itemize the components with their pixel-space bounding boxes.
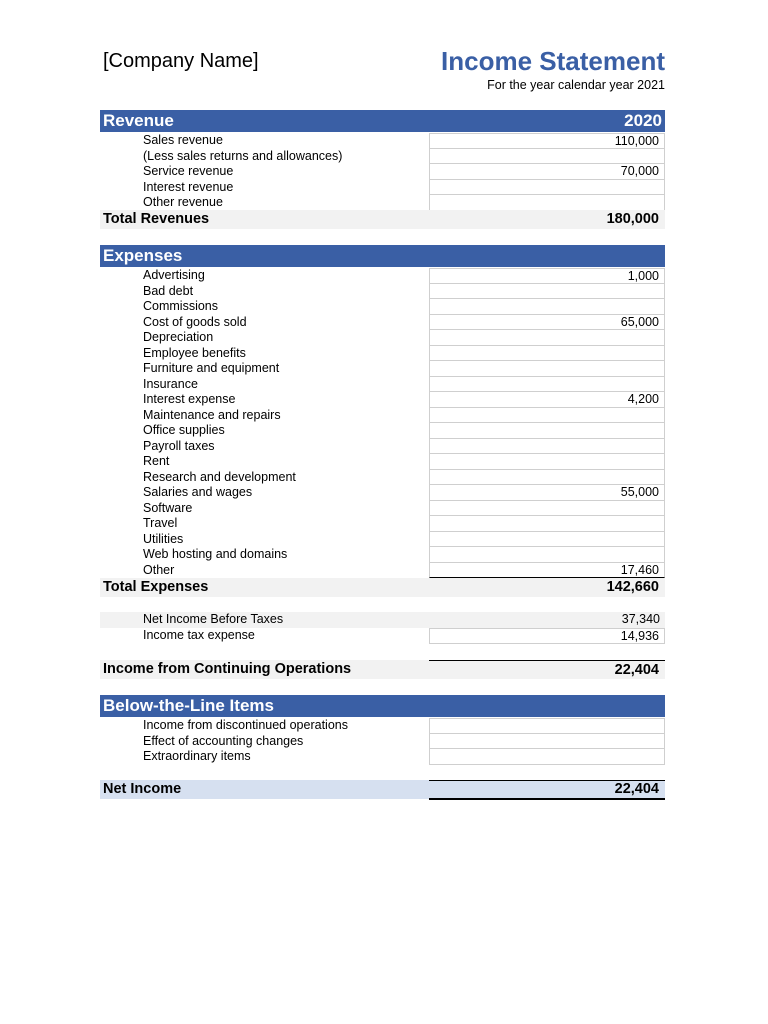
line-item-value-cell[interactable] <box>429 195 665 211</box>
line-item-row <box>100 749 665 765</box>
revenue-section-header <box>100 110 665 132</box>
net-income-row <box>100 780 665 799</box>
line-item-value-cell[interactable] <box>429 749 665 765</box>
line-item-label: Insurance <box>143 376 198 391</box>
continuing-operations-value: 22,404 <box>429 660 665 679</box>
revenue-heading: Revenue <box>103 111 174 130</box>
line-item-label: Cost of goods sold <box>143 314 247 329</box>
line-item-label: Salaries and wages <box>143 485 253 499</box>
line-item-row <box>100 268 665 284</box>
net-before-taxes-label: Net Income Before Taxes <box>143 612 284 626</box>
line-item-label: Employee benefits <box>143 345 246 360</box>
line-item-row <box>100 485 665 501</box>
net-income-value: 22,404 <box>429 780 665 800</box>
line-item-row <box>100 547 665 563</box>
line-item-value-cell[interactable]: 70,000 <box>429 164 665 180</box>
continuing-operations-label: Income from Continuing Operations <box>103 661 352 677</box>
line-item-value-cell[interactable] <box>429 516 665 532</box>
total-revenues-label: Total Revenues <box>103 211 210 227</box>
net-before-taxes-row <box>100 612 665 628</box>
line-item-label: Commissions <box>143 299 219 313</box>
line-item-label: Extraordinary items <box>143 749 251 763</box>
line-item-row <box>100 361 665 377</box>
year-heading[interactable]: 2020 <box>624 111 662 130</box>
line-item-row <box>100 299 665 315</box>
line-item-row <box>100 516 665 532</box>
line-item-value-cell[interactable] <box>429 180 665 196</box>
line-item-row <box>100 330 665 346</box>
total-expenses-row <box>100 578 665 597</box>
line-item-row <box>100 195 665 211</box>
line-item-label: Maintenance and repairs <box>143 407 281 422</box>
line-item-row <box>100 470 665 486</box>
line-item-label: Software <box>143 500 193 515</box>
line-item-row <box>100 718 665 734</box>
line-item-label: Furniture and equipment <box>143 361 280 375</box>
line-item-value-cell[interactable] <box>429 501 665 517</box>
total-expenses-value: 142,660 <box>606 579 659 595</box>
line-item-label: Research and development <box>143 469 296 484</box>
line-item-value-cell[interactable] <box>429 454 665 470</box>
line-item-value-cell[interactable] <box>429 284 665 300</box>
line-item-label: Utilities <box>143 531 184 546</box>
line-item-value-cell[interactable] <box>429 361 665 377</box>
line-item-value-cell[interactable]: 17,460 <box>429 563 665 579</box>
line-item-row <box>100 315 665 331</box>
expenses-section-header <box>100 245 665 267</box>
line-item-label: Rent <box>143 454 170 468</box>
line-item-label: Effect of accounting changes <box>143 733 304 748</box>
line-item-row <box>100 408 665 424</box>
line-item-label: Interest expense <box>143 392 236 406</box>
line-item-row <box>100 149 665 165</box>
line-item-value-cell[interactable]: 1,000 <box>429 268 665 284</box>
line-item-label: Other <box>143 562 175 577</box>
line-item-row <box>100 284 665 300</box>
total-revenues-row <box>100 210 665 229</box>
line-item-label: Office supplies <box>143 423 225 437</box>
total-expenses-label: Total Expenses <box>103 579 209 595</box>
income-tax-value[interactable]: 14,936 <box>429 628 665 644</box>
line-item-value-cell[interactable] <box>429 299 665 315</box>
line-item-row <box>100 423 665 439</box>
line-item-row <box>100 501 665 517</box>
line-item-label: Advertising <box>143 268 205 282</box>
line-item-value-cell[interactable] <box>429 377 665 393</box>
line-item-row <box>100 346 665 362</box>
company-name[interactable]: [Company Name] <box>103 50 259 72</box>
line-item-value-cell[interactable]: 110,000 <box>429 133 665 149</box>
net-income-label: Net Income <box>103 781 182 797</box>
line-item-label: Payroll taxes <box>143 438 215 453</box>
line-item-value-cell[interactable]: 4,200 <box>429 392 665 408</box>
line-item-label: Depreciation <box>143 330 214 344</box>
line-item-value-cell[interactable] <box>429 439 665 455</box>
line-item-value-cell[interactable] <box>429 330 665 346</box>
income-tax-row <box>100 628 665 644</box>
line-item-row <box>100 180 665 196</box>
line-item-label: Sales revenue <box>143 133 223 147</box>
line-item-value-cell[interactable] <box>429 149 665 165</box>
line-item-row <box>100 439 665 455</box>
line-item-value-cell[interactable] <box>429 408 665 424</box>
below-line-heading: Below-the-Line Items <box>103 696 274 715</box>
line-item-label: Interest revenue <box>143 179 234 194</box>
line-item-label: Travel <box>143 516 178 530</box>
line-item-row <box>100 392 665 408</box>
line-item-value-cell[interactable] <box>429 532 665 548</box>
below-line-section-header <box>100 695 665 717</box>
total-revenues-value: 180,000 <box>606 211 659 227</box>
line-item-label: (Less sales returns and allowances) <box>143 148 343 163</box>
line-item-label: Income from discontinued operations <box>143 718 348 732</box>
page-title: Income Statement <box>441 46 665 76</box>
continuing-operations-row <box>100 660 665 679</box>
line-item-label: Other revenue <box>143 195 223 209</box>
line-item-value-cell[interactable] <box>429 470 665 486</box>
line-item-value-cell[interactable] <box>429 718 665 734</box>
line-item-value-cell[interactable] <box>429 734 665 750</box>
line-item-row <box>100 377 665 393</box>
line-item-label: Service revenue <box>143 164 234 178</box>
income-tax-label: Income tax expense <box>143 628 255 642</box>
line-item-row <box>100 532 665 548</box>
line-item-row <box>100 734 665 750</box>
page-subtitle: For the year calendar year 2021 <box>487 78 665 92</box>
net-before-taxes-value: 37,340 <box>621 612 660 626</box>
line-item-row <box>100 563 665 579</box>
line-item-value-cell[interactable]: 65,000 <box>429 315 665 331</box>
line-item-row <box>100 133 665 149</box>
line-item-label: Web hosting and domains <box>143 547 288 561</box>
line-item-row <box>100 164 665 180</box>
line-item-value-cell[interactable] <box>429 547 665 563</box>
expenses-heading: Expenses <box>103 246 183 265</box>
line-item-value-cell[interactable] <box>429 423 665 439</box>
line-item-label: Bad debt <box>143 283 194 298</box>
line-item-value-cell[interactable]: 55,000 <box>429 485 665 501</box>
line-item-row <box>100 454 665 470</box>
line-item-value-cell[interactable] <box>429 346 665 362</box>
